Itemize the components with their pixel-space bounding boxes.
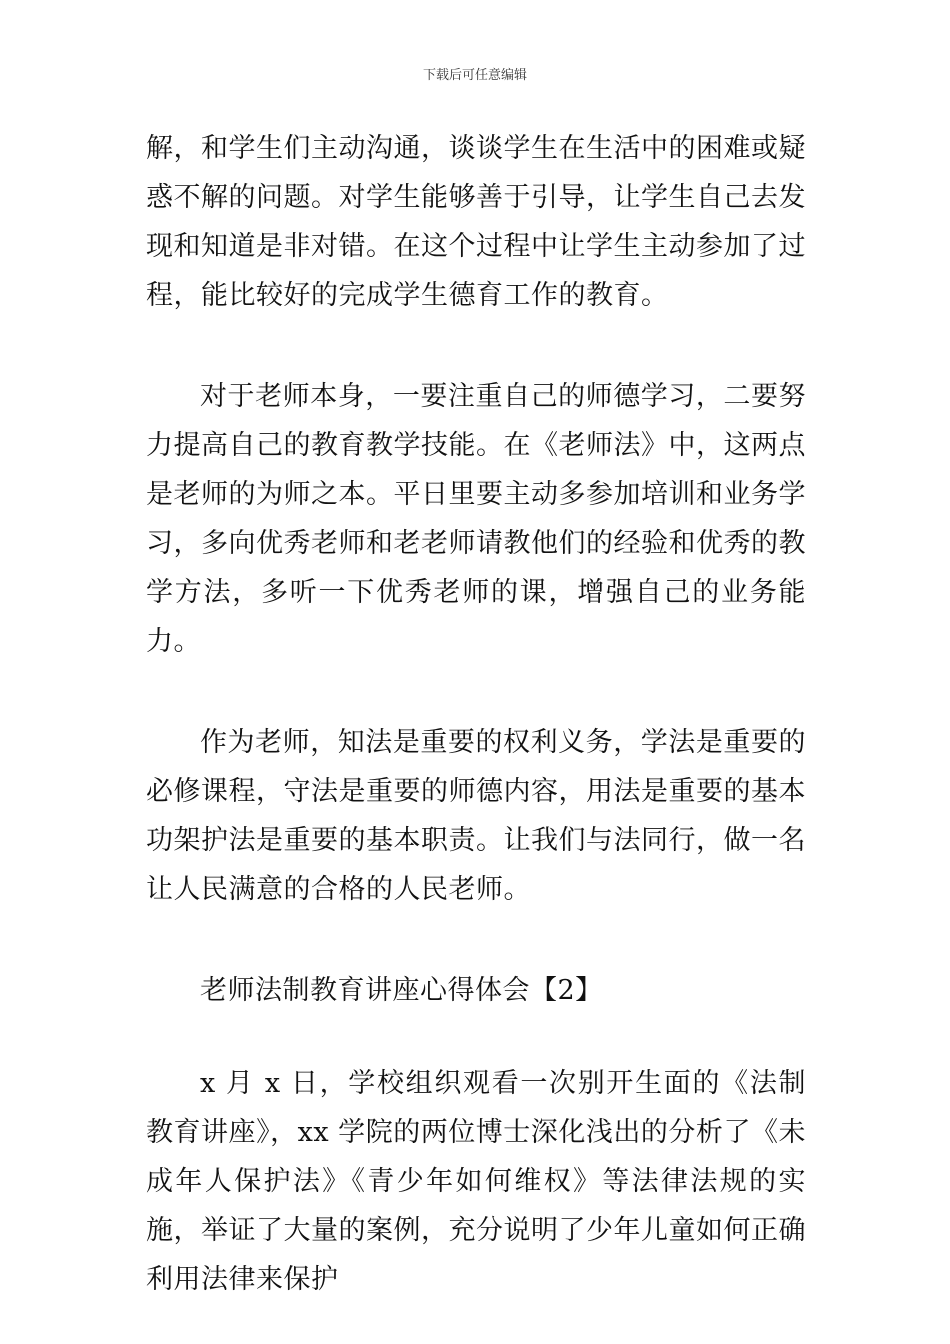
paragraph-spacer bbox=[146, 1015, 806, 1059]
paragraph-spacer bbox=[146, 914, 806, 966]
paragraph-spacer bbox=[146, 666, 806, 718]
paragraph-as-teacher: 作为老师，知法是重要的权利义务，学法是重要的必修课程，守法是重要的师德内容，用法是重要的基本功架护法是重要的基本职责。让我们与法同行，做一名让人民满意的合格的人民老师。 bbox=[146, 727, 806, 905]
page-header-note: 下载后可任意编辑 bbox=[422, 68, 527, 83]
paragraph-spacer bbox=[146, 320, 806, 372]
document-body bbox=[146, 124, 806, 1304]
paragraph-lecture: x 月 x 日，学校组织观看一次别开生面的《法制教育讲座》，xx 学院的两位博士深化浅出的分析了《未成年人保护法》《青少年如何维权》等法律法规的实施，举证了大量的案例，充分说明了少年儿童如何正确利用法律来保护 bbox=[146, 1068, 806, 1295]
paragraph-teacher-self: 对于老师本身，一要注重自己的师德学习，二要努力提高自己的教育教学技能。在《老师法》中，这两点是老师的为师之本。平日里要主动多参加培训和业务学习，多向优秀老师和老老师请教他们的经验和优秀的教学方法，多听一下优秀老师的课，增强自己的业务能力。 bbox=[146, 381, 806, 657]
section-title: 老师法制教育讲座心得体会【2】 bbox=[200, 975, 603, 1006]
paragraph-continuation: 解，和学生们主动沟通，谈谈学生在生活中的困难或疑惑不解的问题。对学生能够善于引导，让学生自己去发现和知道是非对错。在这个过程中让学生主动参加了过程，能比较好的完成学生德育工作的教育。 bbox=[146, 133, 806, 311]
